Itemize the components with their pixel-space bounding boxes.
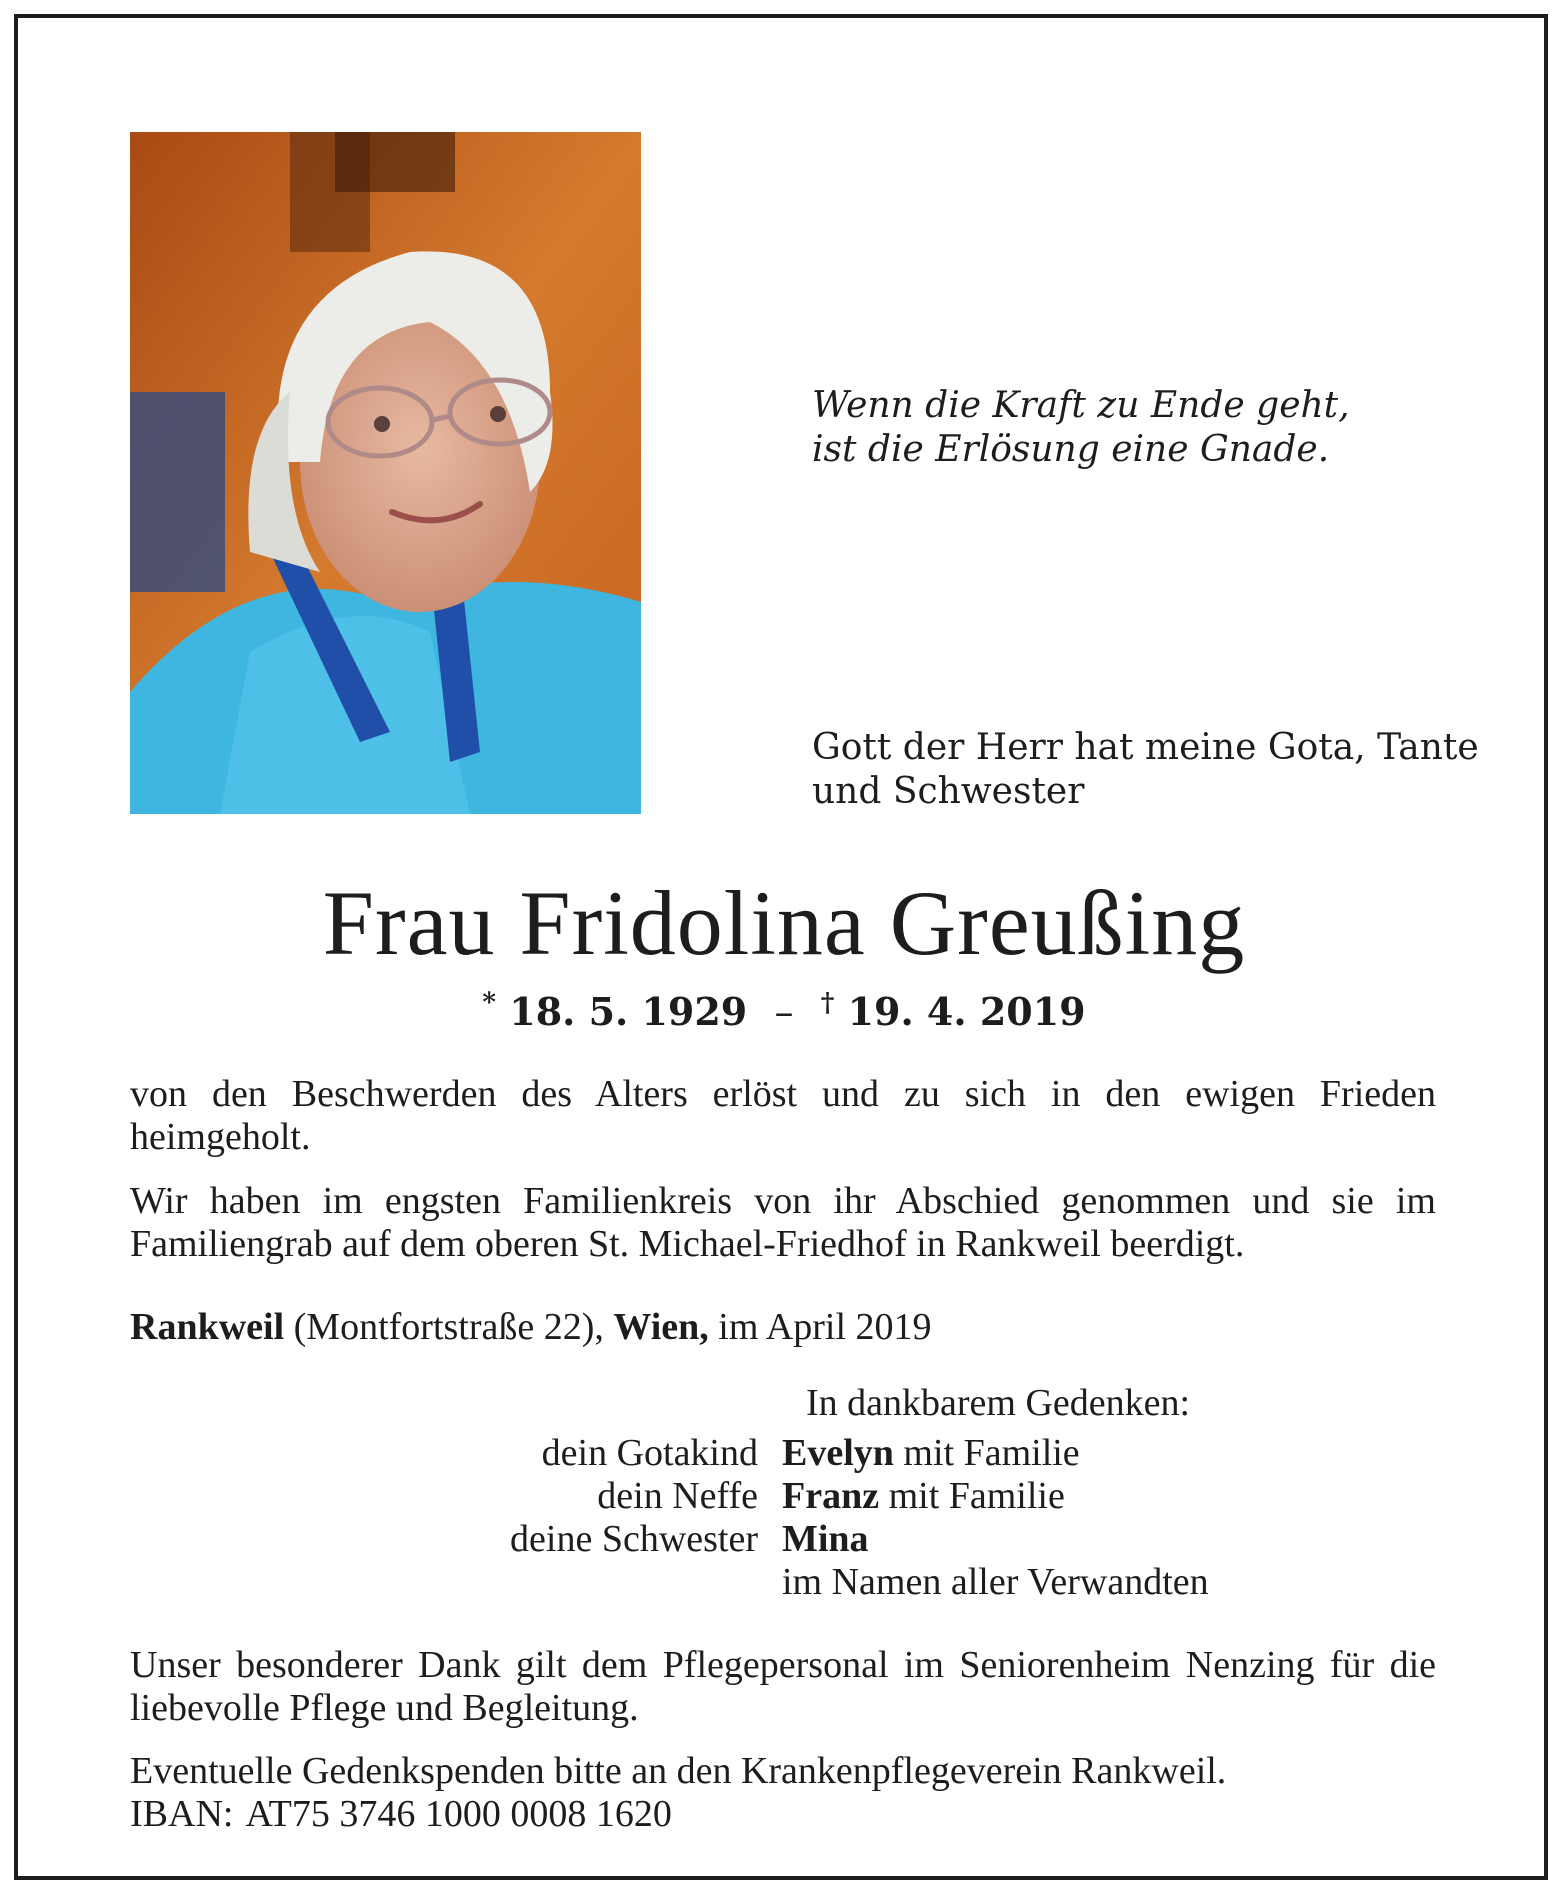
body-paragraph-2: Wir haben im engsten Familienkreis von ihr Abschied genommen und sie im Familiengrab auf dem oberen St. Michael-Friedhof in Rankweil beerdigt. <box>130 1180 1436 1265</box>
signers-list <box>130 1432 1436 1604</box>
signer-row <box>130 1518 1436 1561</box>
deceased-name: Frau Fridolina Greußing <box>322 872 1246 974</box>
signer-name: Mina <box>782 1518 869 1560</box>
signer-row <box>130 1475 1436 1518</box>
verse-line-2: ist die Erlösung eine Gnade. <box>812 429 1330 470</box>
death-symbol: † <box>820 988 835 1018</box>
body-paragraph-1: von den Beschwerden des Alters erlöst und zu sich in den ewigen Frieden heimgeholt. <box>130 1073 1436 1158</box>
place-city: Wien, <box>613 1306 709 1348</box>
place-town: Rankweil <box>130 1306 285 1348</box>
intro-line-1: Gott der Herr hat meine Gota, Tante <box>812 727 1479 768</box>
signer-row <box>130 1561 1436 1604</box>
signer-name-group <box>782 1475 1436 1518</box>
signer-row <box>130 1432 1436 1475</box>
place-date-line <box>130 1306 1436 1349</box>
signer-name-group <box>782 1518 1436 1561</box>
place-date: im April 2019 <box>718 1306 932 1348</box>
date-separator: – <box>774 990 794 1034</box>
signer-relation: deine Schwester <box>510 1518 758 1560</box>
signer-name-group <box>782 1561 1436 1604</box>
signer-suffix: mit Familie <box>903 1432 1080 1474</box>
signer-suffix: mit Familie <box>888 1475 1065 1517</box>
signer-name: Franz <box>782 1475 880 1517</box>
intro-line-2: und Schwester <box>812 771 1085 812</box>
portrait-photo <box>130 132 641 814</box>
verse-line-1: Wenn die Kraft zu Ende geht, <box>812 385 1350 426</box>
signer-relation: dein Neffe <box>597 1475 758 1517</box>
donation-text: Eventuelle Gedenkspenden bitte an den Krankenpflegeverein Rankweil. <box>130 1750 1227 1792</box>
iban-number: AT75 3746 1000 0008 1620 <box>245 1793 672 1835</box>
announcement-intro <box>812 726 1479 814</box>
iban-line <box>130 1793 1436 1836</box>
birth-symbol: * <box>482 988 497 1018</box>
place-address: (Montfortstraße 22), <box>293 1306 604 1348</box>
memory-heading: In dankbarem Gedenken: <box>806 1382 1191 1424</box>
death-date: 19. 4. 2019 <box>847 989 1086 1034</box>
signer-relation <box>130 1561 782 1604</box>
thanks-paragraph: Unser besonderer Dank gilt dem Pflegepersonal im Seniorenheim Nenzing für die liebevolle Pflege und Begleitung. <box>130 1644 1436 1729</box>
signer-name-group <box>782 1432 1436 1475</box>
signer-suffix: im Namen aller Verwandten <box>782 1561 1209 1603</box>
life-dates <box>0 988 1568 1034</box>
signer-name: Evelyn <box>782 1432 894 1474</box>
iban-label: IBAN: <box>130 1793 234 1835</box>
memorial-verse <box>812 384 1350 472</box>
donation-paragraph <box>130 1750 1436 1836</box>
signer-relation: dein Gotakind <box>541 1432 758 1474</box>
birth-date: 18. 5. 1929 <box>509 989 748 1034</box>
